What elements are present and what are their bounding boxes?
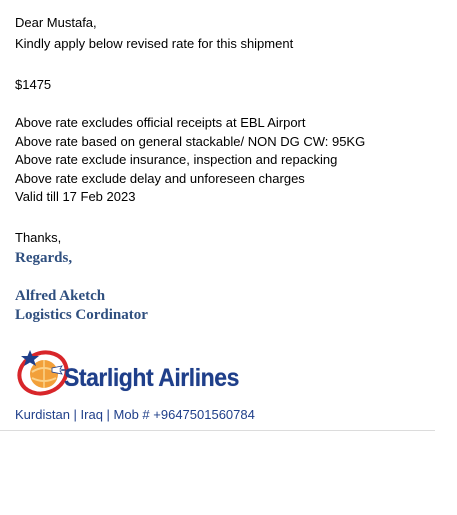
rate-value: $1475	[15, 77, 52, 92]
note-line: Above rate based on general stackable/ NON DG CW: 95KG	[15, 134, 366, 149]
greeting: Dear Mustafa,	[15, 15, 97, 30]
thanks-text: Thanks,	[15, 230, 62, 245]
contact-info: Kurdistan | Iraq | Mob # +9647501560784	[15, 407, 255, 422]
note-line: Above rate excludes official receipts at EBL Airport	[15, 115, 306, 130]
validity-line: Valid till 17 Feb 2023	[15, 189, 136, 204]
signature-divider	[0, 430, 435, 431]
regards-text: Regards,	[15, 250, 73, 266]
note-line: Above rate exclude delay and unforeseen charges	[15, 171, 305, 186]
note-line: Above rate exclude insurance, inspection and repacking	[15, 152, 338, 167]
intro-text: Kindly apply below revised rate for this shipment	[15, 36, 294, 51]
company-logo-text: Starlight Airlines	[64, 364, 239, 392]
signer-title: Logistics Cordinator	[15, 307, 148, 323]
signer-name: Alfred Aketch	[15, 288, 106, 304]
